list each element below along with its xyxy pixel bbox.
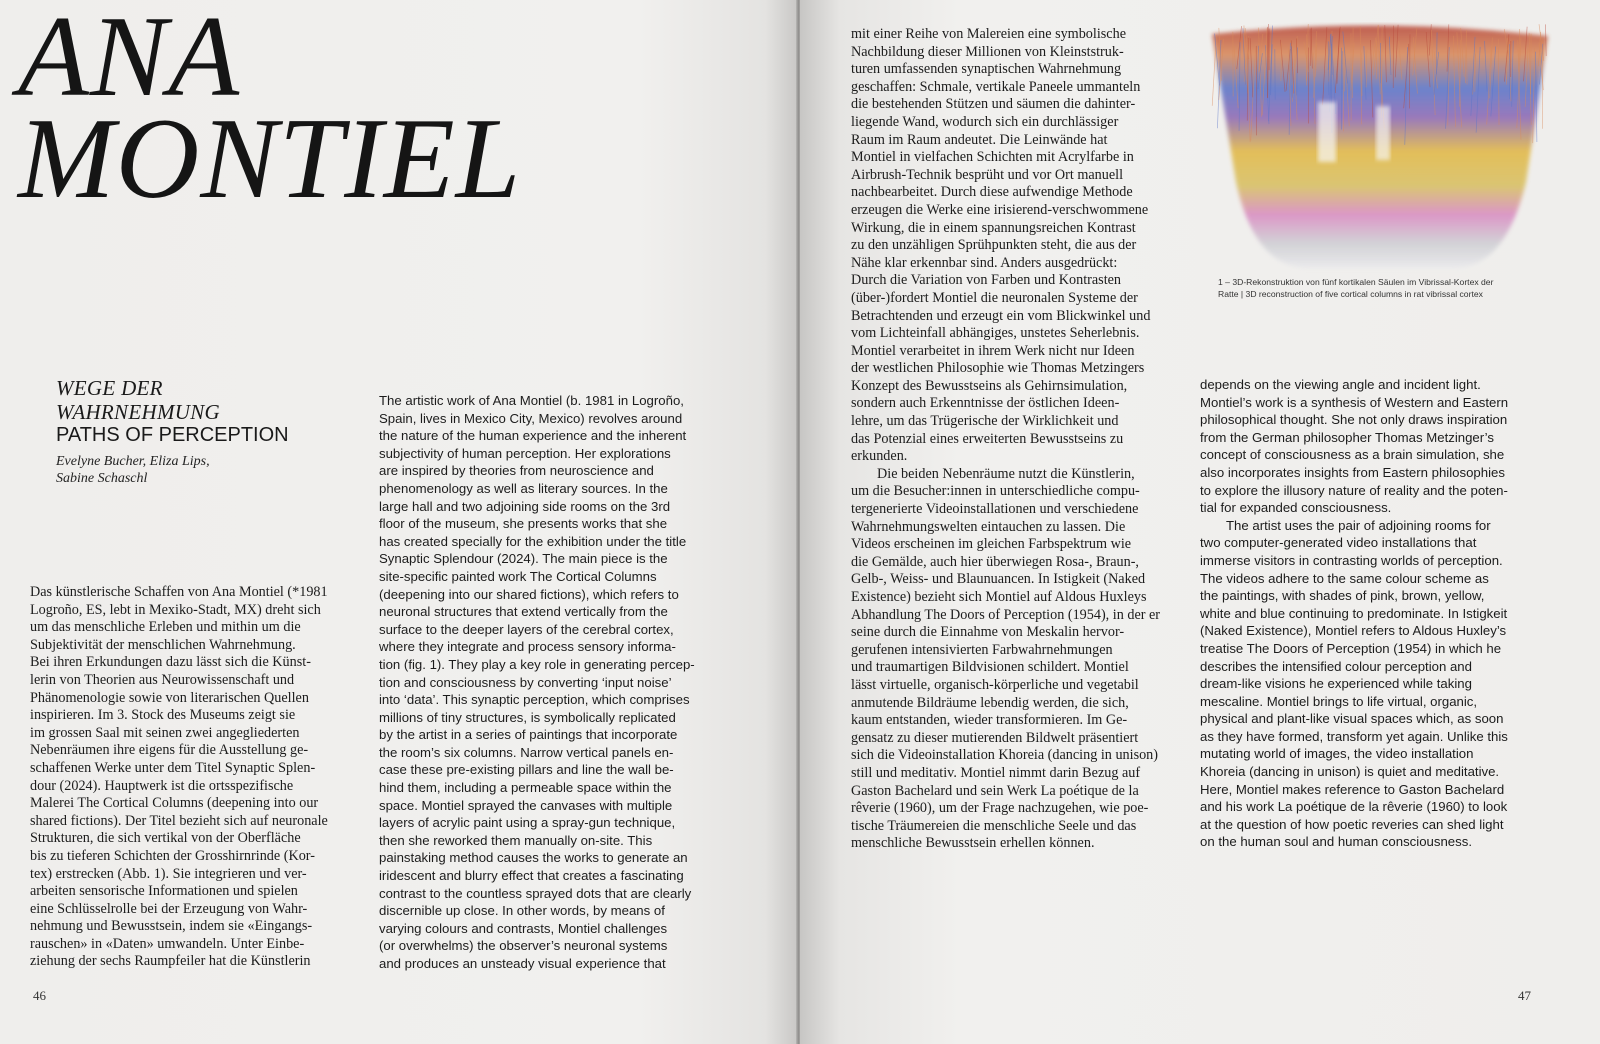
text-line: and produces an unsteady visual experience that [379,956,666,971]
text-line: still und meditativ. Montiel nimmt darin Bezug auf [851,764,1141,781]
text-line: tergenerierte Videoinstallationen und verschiedene [851,501,1139,518]
text-line: um die Besucher:innen in unterschiedliche compu- [851,483,1140,500]
text-line: Montiel verarbeitet in ihrem Werk nicht nur Ideen [851,342,1135,359]
text-line: gerufenen intensivierten Farbwahrnehmungen [851,641,1113,658]
text-line: eine Schlüsselrolle bei der Erzeugung von Wahr- [30,900,308,917]
text-line: arbeiten sensorische Informationen und spielen [30,883,298,900]
text-line: kaum entstanden, wieder transformieren. Im Ge- [851,712,1128,729]
text-line: from the German philosopher Thomas Metzinger’s [1200,429,1494,445]
text-line: to explore the illusory nature of reality and the poten- [1200,482,1508,498]
text-line: Airbrush-Technik besprüht und vor Ort manuell [851,166,1124,183]
text-line: Wirkung, die in einem spannungsreichen Kontrast [851,219,1136,236]
text-line: nehmung und Bewusstsein, indem sie «Eingangs- [30,918,313,935]
text-line: where they integrate and process sensory informa- [379,639,676,655]
title-line-2: MONTIEL [18,95,522,223]
text-line: Here, Montiel makes reference to Gaston Bachelard [1200,781,1505,797]
text-line: Phänomenologie sowie von literarischen Quellen [30,689,309,706]
text-line: Subjektivität der menschlichen Wahrnehmung. [30,636,296,653]
german-text-column-1 [30,584,328,971]
text-line: menschliche Bewusstsein erhellen können. [851,835,1095,852]
text-line: Betrachtenden und erzeugt ein vom Blickwinkel und [851,307,1151,324]
german-text-column-2 [851,26,1160,853]
text-line: has created specially for the exhibition under the title [379,533,687,549]
text-line: tion and consciousness by converting ‘input noise’ [379,674,672,690]
text-line: Montiel in vielfachen Schichten mit Acrylfarbe in [851,149,1134,166]
text-line: tex) erstrecken (Abb. 1). Sie integrieren und ver- [30,865,307,882]
page-number-right: 47 [1518,988,1531,1003]
text-line: tische Träumereien die menschliche Seele und das [851,817,1137,834]
text-line: two computer-generated video installations that [1200,535,1477,551]
section-title-english: PATHS OF PERCEPTION [56,424,289,446]
text-line: concept of consciousness as a brain simulation, she [1200,447,1505,463]
text-line: the paintings, with shades of pink, brown, yellow, [1200,588,1485,604]
text-line: Konzept des Bewusstseins als Gehirnsimulation, [851,377,1128,394]
text-line: Existence) bezieht sich Montiel auf Aldous Huxleys [851,589,1147,605]
text-line: Durch die Variation von Farben und Kontrasten [851,272,1122,289]
text-line: hind them, including a permeable space within the [379,780,672,796]
text-line: lässt virtuelle, organisch-körperliche und vegetabil [851,676,1139,693]
text-line: gensatz zu dieser mutierenden Bildwelt präsentiert [851,729,1139,746]
text-line: (deepening into our shared fictions), which refers to [379,586,679,602]
text-line: inspirieren. Im 3. Stock des Museums zeigt sie [30,707,296,724]
text-line: dream-like visions he experienced while taking [1200,676,1472,692]
text-line: philosophical thought. She not only draws inspiration [1200,412,1508,428]
text-line: space. Montiel sprayed the canvases with multiple [379,797,673,813]
text-line: floor of the museum, she presents works that she [379,516,668,532]
text-line: Spain, lives in Mexico City, Mexico) revolves around [379,410,683,426]
text-line: Die beiden Nebenräume nutzt die Künstlerin, [877,465,1135,482]
text-line: mescaline. Montiel brings to life virtual, organic, [1200,693,1478,709]
text-line: Raum im Raum andeutet. Die Leinwände hat [851,131,1108,148]
text-line: Gelb-, Weiss- und Blaunuancen. In Istigkeit (Naked [851,571,1146,588]
text-line: Videos erscheinen im gleichen Farbspektrum wie [851,536,1132,553]
figure-caption: 1 – 3D-Rekonstruktion von fünf kortikalen Säulen im Vibrissal-Kortex der Ratte | 3D reconstruction of five cortical columns in rat vibrissal cortex [1218,277,1494,299]
text-line: um das menschliche Erleben und mithin um die [30,619,301,636]
text-line: painstaking method causes the works to generate an [379,850,688,866]
text-line: turen umfassenden synaptischen Wahrnehmung [851,61,1122,78]
text-line: white and blue continuing to predominate. In Istigkeit [1200,605,1508,621]
text-line: bis zu tieferen Schichten der Grosshirnrinde (Kor- [30,847,315,864]
text-line: Montiel’s work is a synthesis of Western and Eastern [1200,394,1509,410]
text-line: physical and plant-like visual spaces which, as soon [1200,711,1504,727]
text-line: millions of tiny structures, is symbolically replicated [379,709,676,725]
text-line: sich die Videoinstallation Khoreia (dancing in unison) [851,747,1159,764]
text-line: case these pre-existing pillars and line the wall be- [379,762,674,778]
text-line: discernible up close. In other words, by means of [379,903,665,919]
text-line: Bei ihren Erkundungen dazu lässt sich die Künst- [30,654,311,671]
text-line: (Naked Existence), Montiel refers to Aldous Huxley’s [1200,623,1507,639]
text-line: zu den unzähligen Sprühpunkten steht, die aus der [851,237,1137,254]
figure-gap-left [1318,102,1336,162]
text-line: der westlichen Philosophie wie Thomas Metzingers [851,360,1145,377]
text-line: mutating world of images, the video installation [1200,746,1474,762]
text-line: surface to the deeper layers of the cerebral cortex, [379,621,674,637]
text-line: neuronal structures that extend vertically from the [379,604,668,620]
artist-title [18,0,522,223]
authors: Evelyne Bucher, Eliza Lips, Sabine Schaschl [56,454,210,486]
text-line: anmutende Bildräume lebendig werden, die sich, [851,694,1129,711]
text-line: depends on the viewing angle and incident light. [1200,377,1481,392]
text-line: dour (2024). Hauptwerk ist die ortsspezifische [30,777,294,794]
text-line: Strukturen, die sich vertikal von der Oberfläche [30,830,301,847]
text-line: layers of acrylic paint using a spray-gun technique, [379,815,676,831]
text-line: tion (fig. 1). They play a key role in generating percep- [379,656,695,672]
text-line: im grossen Saal mit seinen zwei angegliederten [30,724,300,741]
english-text-column-2 [1200,376,1508,851]
english-text-column-1 [379,392,695,973]
text-line: die bestehenden Stützen und säumen die dahinter- [851,96,1136,113]
text-line: lehre, um das Trügerische der Wirklichkeit und [851,413,1119,430]
text-line: geschaffen: Schmale, vertikale Paneele ummanteln [851,78,1141,95]
text-line: immerse visitors in contrasting worlds of perception. [1200,552,1503,568]
text-line: the nature of the human experience and the inherent [379,428,687,444]
section-title-german: WEGE DER WAHRNEHMUNG [56,376,220,424]
text-line: The artistic work of Ana Montiel (b. 1981 in Logroño, [379,393,684,408]
text-line: site-specific painted work The Cortical Columns [379,568,657,584]
text-line: subjectivity of human perception. Her explorations [379,445,671,461]
text-line: sondern auch Erkenntnisse der östlichen Ideen- [851,395,1120,412]
text-line: treatise The Doors of Perception (1954) in which he [1200,640,1502,656]
text-line: das Potenzial eines erweiterten Bewusstseins zu [851,430,1124,447]
text-line: phenomenology as well as literary sources. In the [379,480,668,496]
text-line: schaffenen Werke unter dem Titel Synaptic Splen- [30,759,316,776]
text-line: erzeugen die Werke eine irisierend-verschwommene [851,201,1149,218]
text-line: large hall and two adjoining side rooms on the 3rd [379,498,671,514]
text-line: lerin von Theorien aus Neurowissenschaft und [30,671,295,688]
text-line: Khoreia (dancing in unison) is quiet and meditative. [1200,764,1500,780]
text-line: Abhandlung The Doors of Perception (1954), in der er [851,606,1161,623]
text-line: iridescent and blurry effect that creates a fascinating [379,868,684,884]
text-line: the room’s six columns. Narrow vertical panels en- [379,744,674,760]
text-line: also incorporates insights from Eastern philosophies [1200,464,1505,480]
text-line: by the artist in a series of paintings that incorporate [379,727,678,743]
text-line: The artist uses the pair of adjoining rooms for [1226,517,1491,533]
text-line: (or overwhelms) the observer’s neuronal systems [379,938,668,954]
text-line: Logroño, ES, lebt in Mexiko-Stadt, MX) dreht sich [30,601,321,618]
text-line: die Gemälde, auch hier überwiegen Rosa-, Braun-, [851,553,1139,570]
text-line: rauschen» in «Daten» umwandeln. Unter Einbe- [30,935,305,952]
text-line: varying colours and contrasts, Montiel challenges [379,920,668,936]
text-line: into ‘data’. This synaptic perception, which comprises [379,692,690,708]
text-line: erkunden. [851,448,908,465]
text-line: rêverie (1960), um der Frage nachzugehen, wie poe- [851,800,1149,817]
text-line: shared fictions). Der Titel bezieht sich auf neuronale [30,812,328,829]
title-line-1: ANA [18,0,241,121]
text-line: Das künstlerische Schaffen von Ana Montiel (*1981 [30,584,328,600]
text-line: are inspired by theories from neuroscience and [379,463,654,479]
text-line: at the question of how poetic reveries can shed light [1200,816,1504,832]
text-line: The videos adhere to the same colour scheme as [1200,570,1489,586]
text-line: seine durch die Einnahme von Meskalin hervor- [851,624,1125,641]
text-line: ziehung der sechs Raumpfeiler hat die Künstlerin [30,953,311,970]
text-line: Nachbildung dieser Millionen von Kleinststruk- [851,43,1124,60]
text-line: Gaston Bachelard und sein Werk La poétique de la [851,782,1139,799]
text-line: Nebenräumen ihre eigens für die Ausstellung ge- [30,742,309,759]
text-line: (über-)fordert Montiel die neuronalen Systeme der [851,289,1138,306]
text-line: then she reworked them manually on-site. This [379,832,653,848]
text-line: liegende Wand, wodurch sich ein durchlässiger [851,113,1119,130]
text-line: mit einer Reihe von Malereien eine symbolische [851,26,1126,42]
text-line: describes the intensified colour perception and [1200,658,1472,674]
cortical-columns-figure [1206,22,1554,274]
page-number-left: 46 [33,988,46,1003]
text-line: tial for expanded consciousness. [1200,500,1392,516]
text-line: on the human soul and human consciousness. [1200,834,1472,850]
text-line: Nähe klar erkennbar sind. Anders ausgedrückt: [851,254,1118,271]
text-line: und traumartigen Bildvisionen schildert. Montiel [851,659,1129,676]
figure-gap-right [1376,106,1390,160]
text-line: nachbearbeitet. Durch diese aufwendige Methode [851,184,1133,201]
left-page [0,0,797,1044]
text-line: Wahrnehmungswelten eintauchen zu lassen. Die [851,518,1126,535]
text-line: and his work La poétique de la rêverie (1960) to look [1200,799,1508,815]
text-line: contrast to the countless sprayed dots that are clearly [379,885,692,901]
text-line: vom Lichteinfall abhängiges, unstetes Seherlebnis. [851,325,1140,342]
text-line: as they have formed, transform yet again. Unlike this [1200,728,1508,744]
text-line: Malerei The Cortical Columns (deepening into our [30,795,319,812]
text-line: Synaptic Splendour (2024). The main piece is the [379,551,668,567]
